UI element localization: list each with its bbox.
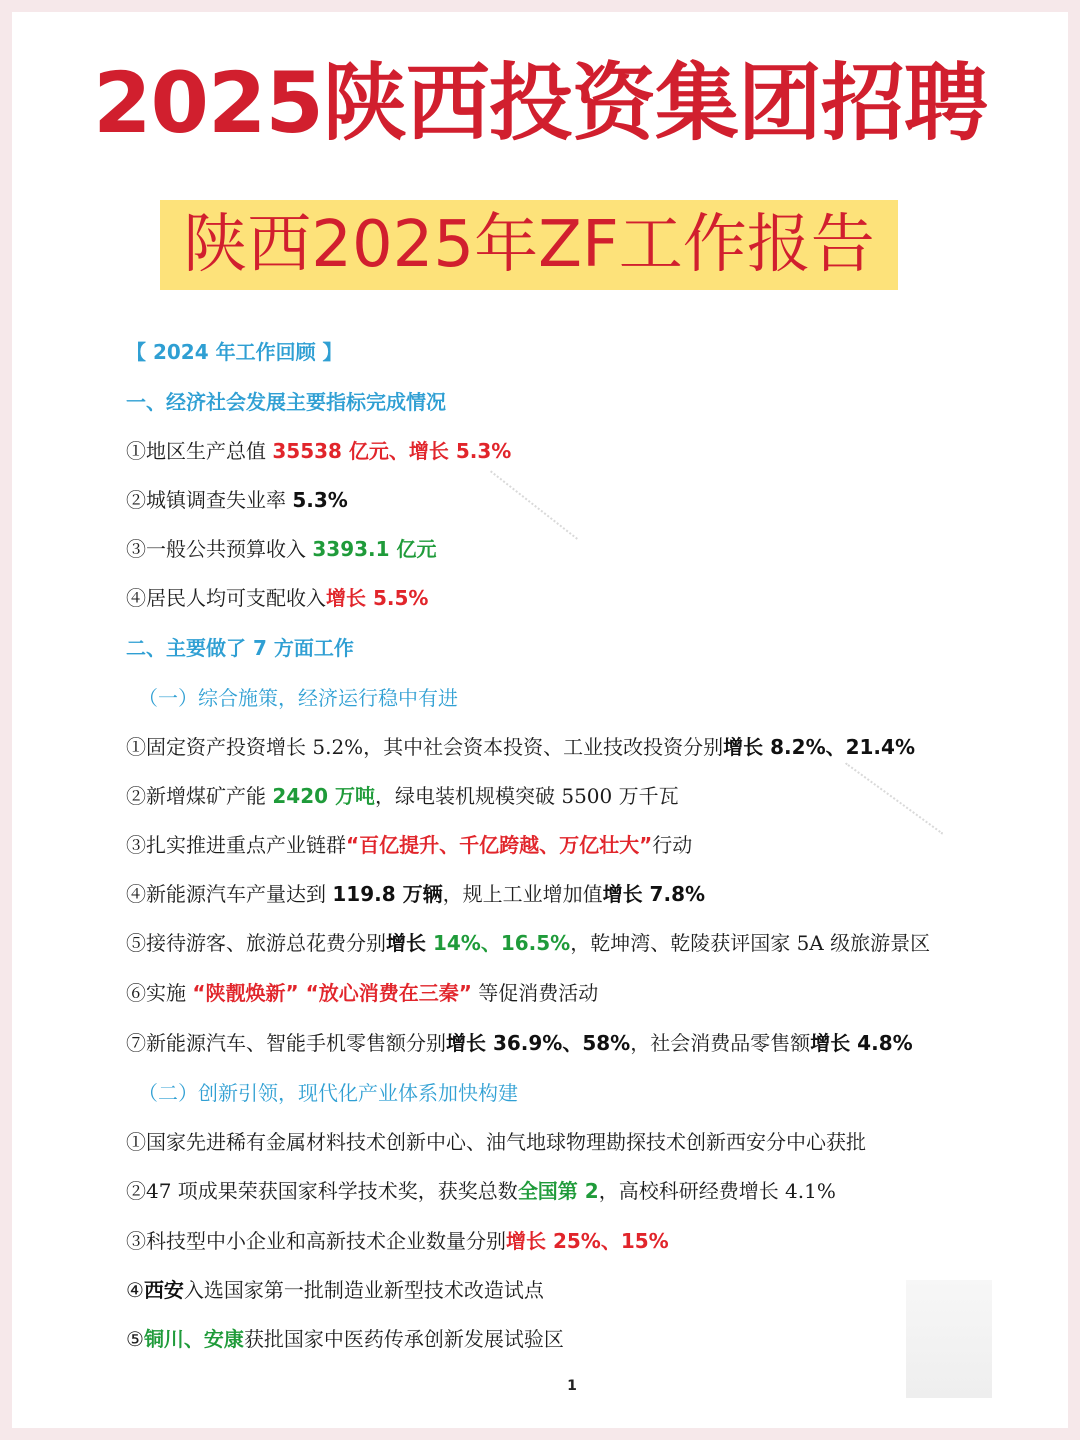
page-number: 1: [567, 1378, 577, 1394]
scan-artifact: [906, 1280, 992, 1398]
list-item: ①地区生产总值 35538 亿元、增长 5.3%: [126, 439, 512, 463]
section1-heading: 一、经济社会发展主要指标完成情况: [126, 390, 446, 414]
list-item: ③一般公共预算收入 3393.1 亿元: [126, 537, 437, 561]
list-item: ②新增煤矿产能 2420 万吨，绿电装机规模突破 5500 万千瓦: [126, 784, 679, 808]
list-item: ②47 项成果荣获国家科学技术奖，获奖总数全国第 2，高校科研经费增长 4.1%: [126, 1179, 836, 1203]
list-item: ③科技型中小企业和高新技术企业数量分别增长 25%、15%: [126, 1229, 669, 1253]
section2-heading: 二、主要做了 7 方面工作: [126, 636, 354, 660]
page-title: 2025陕西投资集团招聘: [93, 54, 987, 152]
subsection2-heading: （二）创新引领，现代化产业体系加快构建: [138, 1081, 518, 1105]
list-item: ④西安入选国家第一批制造业新型技术改造试点: [126, 1278, 544, 1302]
list-item: ③扎实推进重点产业链群“百亿提升、千亿跨越、万亿壮大”行动: [126, 833, 693, 857]
list-item: ②城镇调查失业率 5.3%: [126, 488, 348, 512]
subtitle-highlight: [160, 200, 898, 290]
list-item: ⑤铜川、安康获批国家中医药传承创新发展试验区: [126, 1327, 564, 1351]
list-item: ④居民人均可支配收入增长 5.5%: [126, 586, 429, 610]
list-item: ⑤接待游客、旅游总花费分别增长 14%、16.5%，乾坤湾、乾陵获评国家 5A 级旅游景区: [126, 931, 931, 955]
subtitle: 陕西2025年ZF工作报告: [183, 208, 875, 282]
subsection1-heading: （一）综合施策，经济运行稳中有进: [138, 686, 458, 710]
list-item: ⑥实施 “陕靓焕新” “放心消费在三秦” 等促消费活动: [126, 981, 599, 1005]
review-heading: 【 2024 年工作回顾 】: [126, 340, 343, 364]
list-item: ①固定资产投资增长 5.2%，其中社会资本投资、工业技改投资分别增长 8.2%、21.4%: [126, 735, 915, 759]
list-item: ⑦新能源汽车、智能手机零售额分别增长 36.9%、58%，社会消费品零售额增长 4.8%: [126, 1031, 913, 1055]
list-item: ④新能源汽车产量达到 119.8 万辆，规上工业增加值增长 7.8%: [126, 882, 706, 906]
list-item: ①国家先进稀有金属材料技术创新中心、油气地球物理勘探技术创新西安分中心获批: [126, 1130, 866, 1154]
